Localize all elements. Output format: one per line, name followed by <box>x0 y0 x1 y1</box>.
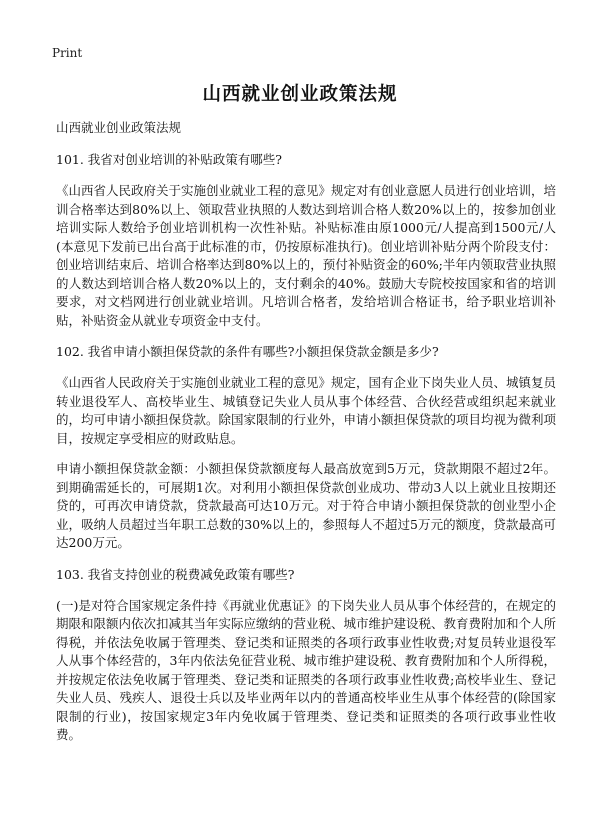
question-102: 102. 我省申请小额担保贷款的条件有哪些?小额担保贷款金额是多少? <box>56 344 439 359</box>
page-title: 山西就业创业政策法规 <box>202 84 398 105</box>
answer-103-paragraph-1: (一)是对符合国家规定条件持《再就业优惠证》的下岗失业人员从事个体经营的，在规定的期限和限额内依次扣减其当年实际应缴纳的营业税、城市维护建设税、教育费附加和个人所得税，并依法免收属于管理类、登记类和证照类的各项行政事业性收费;对复员转业退役军人从事个体经营的，3年内依法免征营业税、城市维护建设税、教育费附加和个人所得税，并按规定依法免收属于管理类、登记类和证照类的各项行政事业性收费;高校毕业生、登记失业人员、残疾人、退役士兵以及毕业两年以内的普通高校毕业生从事个体经营的(除国家限制的行业)，按国家规定3年内免收属于管理类、登记类和证照类的各项行政事业性收费。 <box>56 597 557 742</box>
answer-101-paragraph-1: 《山西省人民政府关于实施创业就业工程的意见》规定对有创业意愿人员进行创业培训，培训合格率达到80%以上、领取营业执照的人数达到培训合格人数20%以上的，按参加创业培训实际人数给予创业培训机构一次性补贴。补贴标准由原1000元/人提高到1500元/人(本意见下发前已出台高于此标准的市，仍按原标准执行)。创业培训补贴分两个阶段支付：创业培训结束后、培训合格率达到80%以上的，预付补贴资金的60%;半年内领取营业执照的人数达到培训合格人数20%以上的，支付剩余的40%。鼓励大专院校按国家和省的培训要求，对文档网进行创业就业培训。凡培训合格者，发给培训合格证书，给予职业培训补贴，补贴资金从就业专项资金中支付。 <box>56 183 557 328</box>
document-content <box>56 118 556 757</box>
answer-102-paragraph-2: 申请小额担保贷款金额：小额担保贷款额度每人最高放宽到5万元，贷款期限不超过2年。到期确需延长的，可展期1次。对利用小额担保贷款创业成功、带动3人以上就业且按期还贷的，可再次申请贷款，贷款最高可达10万元。对于符合申请小额担保贷款的创业型小企业，吸纳人员超过当年职工总数的30%以上的，参照每人不超过5万元的额度，贷款最高可达200万元。 <box>56 461 556 550</box>
print-link[interactable]: Print <box>52 46 83 60</box>
document-subtitle: 山西就业创业政策法规 <box>56 120 182 135</box>
question-103: 103. 我省支持创业的税费减免政策有哪些? <box>56 566 295 582</box>
question-101: 101. 我省对创业培训的补贴政策有哪些? <box>56 152 283 167</box>
answer-102-paragraph-1: 《山西省人民政府关于实施创业就业工程的意见》规定，国有企业下岗失业人员、城镇复员转业退役军人、高校毕业生、城镇登记失业人员从事个体经营、合伙经营或组织起来就业的，均可申请小额担保贷款。除国家限制的行业外，申请小额担保贷款的项目均视为微利项目，按规定享受相应的财政贴息。 <box>56 375 557 446</box>
